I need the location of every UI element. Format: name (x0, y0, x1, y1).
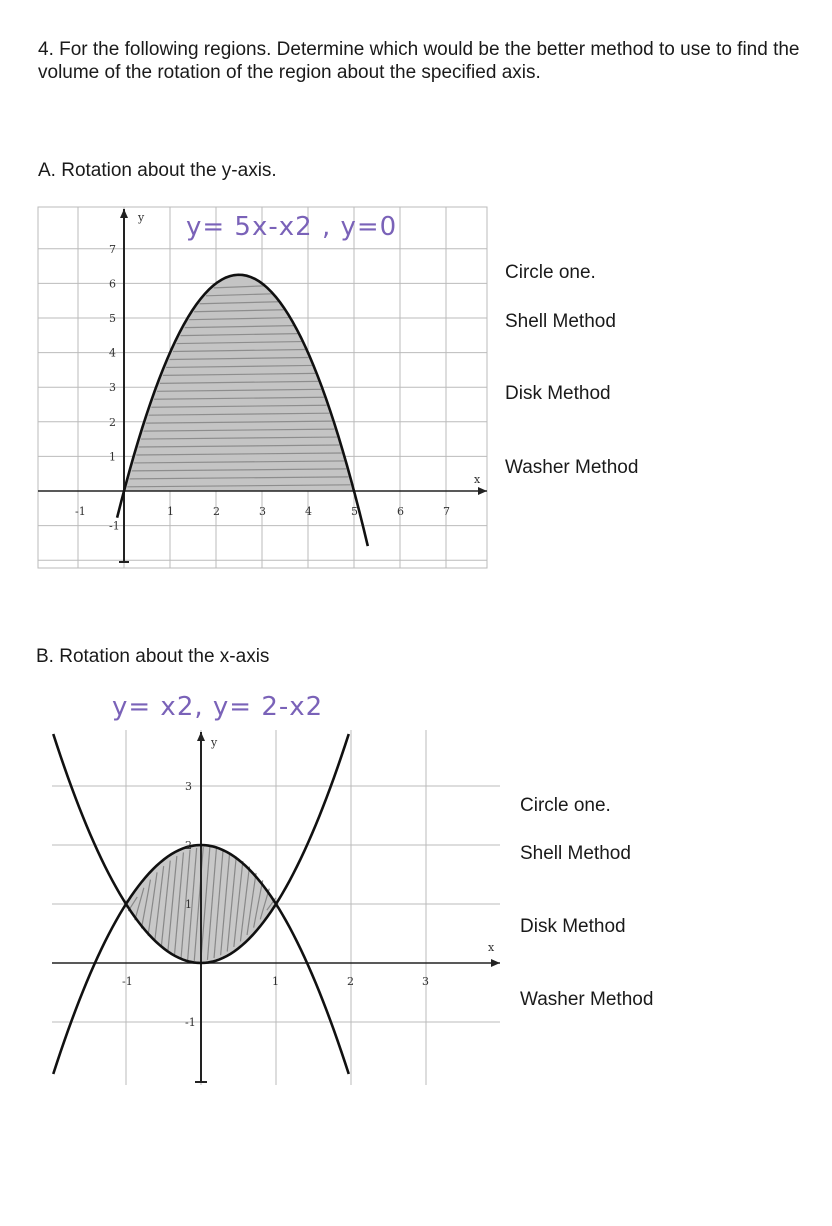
graph-a-x-axis-label: x (474, 473, 481, 486)
part-a-circle-label: Circle one. (505, 262, 596, 283)
graph-b-x-axis-label: x (488, 941, 495, 954)
graph-a-y-tick-label: 2 (109, 415, 116, 429)
graph-b-x-tick-label: -1 (122, 975, 133, 988)
graph-a-x-tick-label: 6 (397, 505, 404, 518)
part-a-option-washer[interactable]: Washer Method (505, 457, 639, 478)
graph-a-y-tick-label: 7 (109, 242, 116, 256)
part-b-option-washer[interactable]: Washer Method (520, 989, 654, 1010)
graph-a-y-axis-label: y (138, 211, 145, 224)
graph-a-x-tick-label: 4 (305, 505, 312, 518)
graph-b-y-tick-label: 3 (185, 780, 192, 793)
graph-b-y-arrow (197, 732, 205, 741)
graph-a-x-tick-label: 5 (351, 505, 358, 518)
graph-a-x-arrow (478, 487, 487, 495)
part-b-circle-label: Circle one. (520, 795, 611, 816)
graph-b-y-tick-label: -1 (185, 1016, 196, 1029)
graph-a-x-tick-label: 1 (167, 505, 174, 518)
graph-a-y-tick-label: 6 (109, 277, 116, 291)
question-title: 4. For the following regions. Determine which would be the better method to use to find the volume of the rotation of the region about the specified axis. (38, 39, 800, 83)
graph-a-y-tick-label: 1 (109, 450, 116, 464)
graph-b-x-tick-label: 2 (347, 975, 354, 988)
graph-a-y-arrow (120, 209, 128, 218)
part-a-label: A. Rotation about the y-axis. (38, 160, 277, 181)
part-b-equation: y= x2, y= 2-x2 (112, 692, 324, 722)
graph-b-y-tick-label: 2 (185, 839, 192, 852)
graph-b-x-arrow (491, 959, 500, 967)
part-a-equation: y= 5x-x2 , y=0 (186, 212, 398, 242)
graph-b-y-axis-label: y (211, 736, 218, 749)
graph-a-y-tick-label: 4 (109, 346, 116, 360)
part-a-option-disk[interactable]: Disk Method (505, 383, 611, 404)
graph-a-y-tick-label: 5 (109, 312, 116, 325)
graph-b-y-tick-label: 1 (185, 898, 192, 911)
graph-a-x-tick-label: 3 (259, 505, 266, 518)
part-b-option-disk[interactable]: Disk Method (520, 916, 626, 937)
graph-b-x-tick-label: 3 (422, 975, 429, 988)
graph-a-x-tick-label: 7 (443, 505, 450, 518)
graph-a-y-tick-label: 3 (109, 381, 116, 395)
graph-a-x-tick-label: -1 (75, 505, 86, 518)
part-a-option-shell[interactable]: Shell Method (505, 311, 616, 332)
part-b-label: B. Rotation about the x-axis (36, 646, 270, 667)
graph-b-x-tick-label: 1 (272, 975, 279, 988)
graph-a-y-tick-label: -1 (109, 519, 120, 533)
part-b-option-shell[interactable]: Shell Method (520, 843, 631, 864)
graph-a-x-tick-label: 2 (213, 505, 220, 518)
